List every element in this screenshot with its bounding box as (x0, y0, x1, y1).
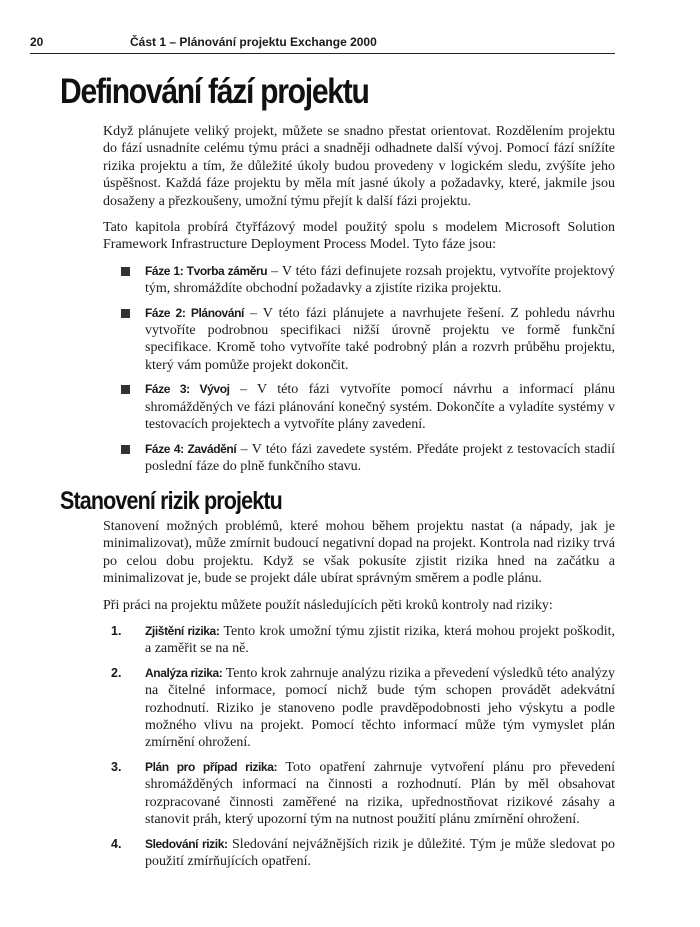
risk-section (103, 518, 615, 877)
bullet-icon (121, 309, 130, 318)
page-number: 20 (30, 35, 44, 49)
list-item: Fáze 4: Zavádění – V této fázi zavedete systém. Předáte projekt z testovacích stadií poslední fáze do plně funkčního stavu. (103, 441, 615, 476)
step-list (103, 623, 615, 870)
section-heading: Stanovení rizik projektu (60, 487, 282, 515)
bullet-icon (121, 445, 130, 454)
paragraph: Stanovení možných problémů, které mohou během projektu nastat (a nápady, jak je minimalizovat), může zmírnit budoucí negativní dopad na projekt. Kontrola nad riziky trvá po celou dobu projektu. Když se však pokusíte zjistit rizika hned na začátku a minimalizovat je, bude se projekt dále ubírat správným směrem a podle plánu. (103, 519, 615, 587)
list-item: Fáze 3: Vývoj – V této fázi vytvoříte pomocí návrhu a informací plánu shromážděných ve fázi plánování konečný systém. Dokončíte a vyladíte systémy v testovacích projektech a vytvoříte plány zavedení. (103, 381, 615, 433)
running-header (30, 33, 615, 54)
list-item: Fáze 1: Tvorba záměru – V této fázi definujete rozsah projektu, vytvoříte projektový tým, shromáždíte obchodní požadavky a zjistíte rizika projektu. (103, 263, 615, 298)
list-item: 1. Zjištění rizika: Tento krok umožní týmu zjistit rizika, která mohou projekt poškodit, a zaměřit se na ně. (111, 624, 615, 657)
page-title: Definování fází projektu (60, 72, 369, 111)
list-item: 4. Sledování rizik: Sledování nejvážnějších rizik je důležité. Tým je může sledovat po použití zmírňujících opatření. (111, 836, 615, 869)
paragraph: Když plánujete veliký projekt, můžete se snadno přestat orientovat. Rozdělením projektu do fází usnadníte celému týmu práci a snadněji odhadnete další vývoj. Pomocí fází snížíte rizika projektu a tím, že důležité úkoly budou provedeny v logickém sledu, zvýšíte jeho úspěšnost. Každá fáze projektu by měla mít jasné úkoly a požadavky, které, jakmile jsou dosaženy a přezkoušeny, umožní týmu přejít k další fázi projektu. (103, 124, 615, 209)
bullet-icon (121, 267, 130, 276)
list-item: 3. Plán pro případ rizika: Toto opatření zahrnuje vytvoření plánu pro převedení shromážděných informací na činnosti a rozhodnutí. Plán by měl obsahovat rozpracované činnosti zaměřené na rizika, upřednostňovat rizikové zásahy a stanovit práh, který upozorní tým na nutnost použití plánu zmírnění ohrožení. (111, 759, 615, 828)
bullet-icon (121, 385, 130, 394)
paragraph: Tato kapitola probírá čtyřfázový model použitý spolu s modelem Microsoft Solution Framework Infrastructure Deployment Process Model. Tyto fáze jsou: (103, 220, 615, 253)
phase-list (103, 263, 615, 475)
intro-section (103, 123, 615, 482)
chapter-title: Část 1 – Plánování projektu Exchange 2000 (130, 35, 377, 49)
paragraph: Při práci na projektu můžete použít následujících pěti kroků kontroly nad riziky: (103, 597, 553, 613)
list-item: Fáze 2: Plánování – V této fázi plánujete a navrhujete řešení. Z pohledu návrhu vytvoříte podrobnou specifikaci nižší úrovně projektu ve formě funkční specifikace. Kromě toho vytvoříte také podrobný plán a rozvrh průběhu projektu, který vám pomůže projekt dokončit. (103, 305, 615, 375)
list-item: 2. Analýza rizika: Tento krok zahrnuje analýzu rizika a převedení výsledků této analýzy na čitelné informace, pomocí nichž bude tým schopen provádět adekvátní rozhodnutí. Riziko je stanoveno podle pravděpodobnosti jeho výskytu a podle možného vlivu na projekt. Pomocí těchto informací může tým vymyslet plán zmírnění ohrožení. (111, 665, 615, 751)
